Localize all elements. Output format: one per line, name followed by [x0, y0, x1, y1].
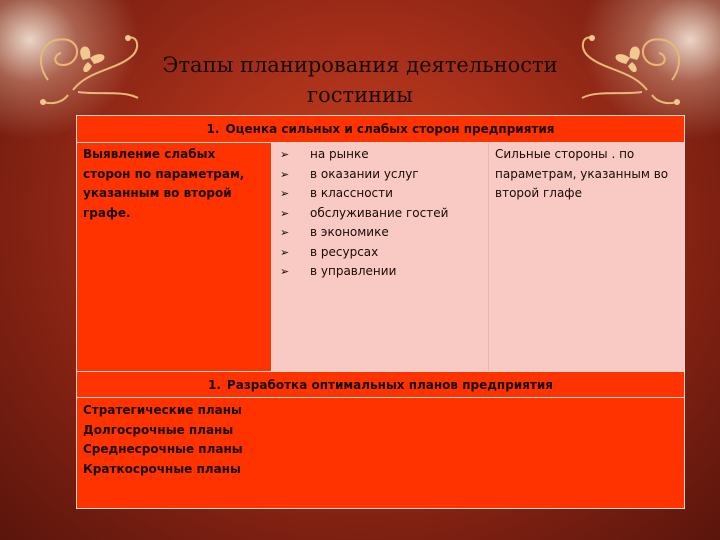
section2-heading: Разработка оптимальных планов предприятия — [226, 377, 553, 392]
criteria-label: в экономике — [310, 225, 389, 239]
criteria-label: в ресурсах — [310, 244, 379, 259]
criteria-label: в классности — [310, 186, 393, 200]
criteria-item — [280, 184, 488, 204]
criteria-item — [280, 243, 488, 263]
slide-title — [0, 50, 720, 110]
arrow-bullet-icon: ➢ — [280, 187, 290, 200]
criteria-label: в оказании услуг — [310, 166, 419, 181]
weaknesses-cell: Выявление слабых сторон по параметрам, указанным во второй графе. — [77, 143, 272, 371]
section2-number: 1. — [208, 377, 221, 392]
criteria-item — [280, 262, 488, 282]
criteria-label: в управлении — [310, 264, 397, 278]
criteria-label: обслуживание гостей — [310, 205, 449, 220]
criteria-item — [280, 165, 488, 185]
plan-item: Среднесрочные планы — [83, 442, 243, 456]
plan-item: Стратегические планы — [83, 403, 242, 417]
arrow-bullet-icon: ➢ — [280, 226, 290, 239]
criteria-item — [280, 204, 488, 224]
arrow-bullet-icon: ➢ — [280, 245, 290, 259]
arrow-bullet-icon: ➢ — [280, 167, 290, 181]
arrow-bullet-icon: ➢ — [280, 206, 290, 220]
arrow-bullet-icon: ➢ — [280, 265, 290, 278]
slide-title-line2: гостиниы — [307, 83, 413, 107]
criteria-label: на рынке — [310, 147, 369, 161]
section1-heading: Оценка сильных и слабых сторон предприятия — [225, 122, 555, 136]
slide-title-line1: Этапы планирования деятельности — [162, 53, 558, 77]
section1-number: 1. — [206, 122, 220, 136]
arrow-bullet-icon: ➢ — [280, 148, 290, 161]
plan-item: Долгосрочные планы — [83, 422, 234, 437]
criteria-list — [280, 145, 488, 282]
plan-item: Краткосрочные планы — [83, 461, 241, 476]
criteria-item — [280, 223, 488, 243]
section1-header — [77, 116, 684, 143]
planning-table — [76, 115, 685, 509]
criteria-cell — [272, 143, 489, 371]
section2-header — [77, 371, 684, 398]
plans-cell — [77, 398, 684, 508]
strengths-cell: Сильные стороны . по параметрам, указанным во второй глафе — [489, 143, 684, 371]
criteria-item — [280, 145, 488, 165]
